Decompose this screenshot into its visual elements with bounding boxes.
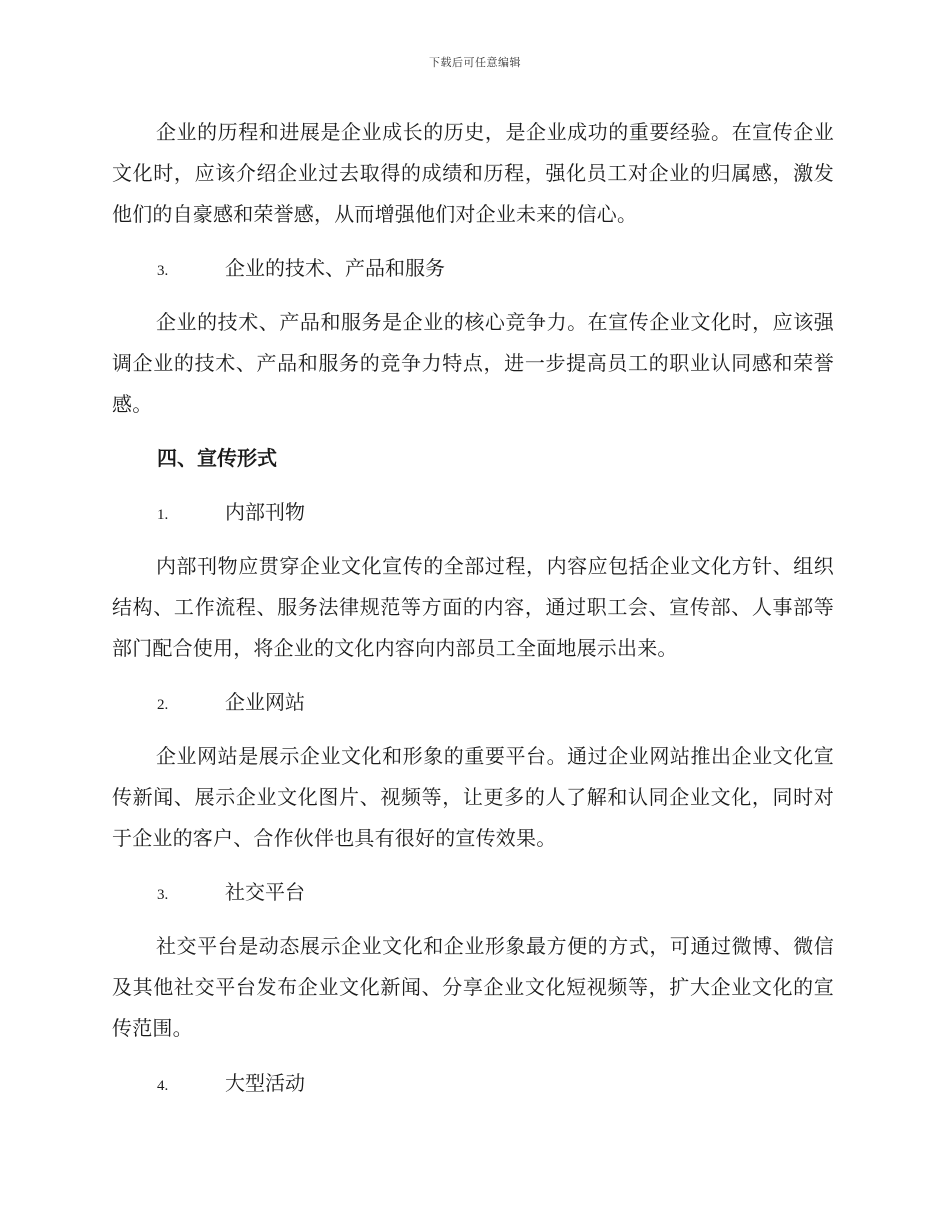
page-header-note: 下载后可任意编辑 [429,56,521,69]
list-label: 企业的技术、产品和服务 [225,256,445,280]
paragraph-tech-products: 企业的技术、产品和服务是企业的核心竞争力。在宣传企业文化时，应该强调企业的技术、产品和服务的竞争力特点，进一步提高员工的职业认同感和荣誉感。 [112,310,834,416]
list-item-company-website [112,682,834,723]
list-item-internal-publication [112,492,834,533]
list-number: 3. [157,887,169,903]
list-number: 2. [157,697,169,713]
list-label: 社交平台 [225,880,305,904]
list-item-tech-products [112,248,834,289]
list-item-social-platform [112,872,834,913]
paragraph-company-website: 企业网站是展示企业文化和形象的重要平台。通过企业网站推出企业文化宣传新闻、展示企业文化图片、视频等，让更多的人了解和认同企业文化，同时对于企业的客户、合作伙伴也具有很好的宣传效果。 [112,744,834,850]
list-number: 4. [157,1078,169,1094]
list-label: 企业网站 [225,690,305,714]
list-item-large-events [112,1063,834,1104]
list-label: 大型活动 [225,1071,305,1095]
section-heading-promotion-forms: 四、宣传形式 [157,446,277,470]
paragraph-company-history: 企业的历程和进展是企业成长的历史，是企业成功的重要经验。在宣传企业文化时，应该介绍企业过去取得的成绩和历程，强化员工对企业的归属感，激发他们的自豪感和荣誉感，从而增强他们对企业未来的信心。 [112,120,834,226]
paragraph-internal-publication: 内部刊物应贯穿企业文化宣传的全部过程，内容应包括企业文化方针、组织结构、工作流程、服务法律规范等方面的内容，通过职工会、宣传部、人事部等部门配合使用，将企业的文化内容向内部员工全面地展示出来。 [112,554,834,660]
list-number: 3. [157,263,169,279]
paragraph-social-platform: 社交平台是动态展示企业文化和企业形象最方便的方式，可通过微博、微信及其他社交平台发布企业文化新闻、分享企业文化短视频等，扩大企业文化的宣传范围。 [112,934,834,1040]
list-number: 1. [157,507,169,523]
document-body [112,112,834,1104]
list-label: 内部刊物 [225,500,305,524]
